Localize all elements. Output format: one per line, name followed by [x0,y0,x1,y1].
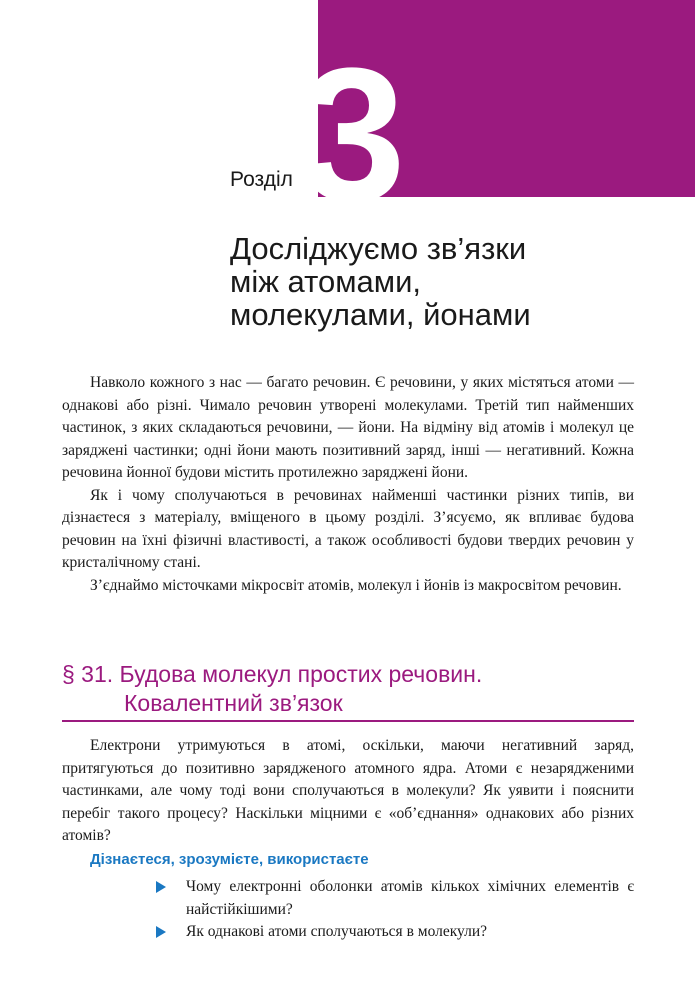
learn-item [156,876,634,921]
section-title [62,660,622,718]
triangle-bullet-icon [156,881,166,893]
section-title-line1: § 31. Будова молекул простих речовин. [62,661,483,687]
section-divider [62,720,634,722]
chapter-title-line: Досліджуємо зв’язки [230,231,527,266]
section-title-line2: Ковалентний зв’язок [124,690,343,716]
chapter-label: Розділ [230,168,293,191]
chapter-title-line: між атомами, [230,264,421,299]
chapter-intro [62,372,634,597]
intro-paragraph: Як і чому сполучаються в речовинах найменші частинки різних типів, ви дізнаєтеся з матеріалу, вміщеного в цьому розділі. З’ясуємо, як впливає будова речовин на їхні фізичні властивості, а також особливості будови твердих речовин у кристалічному стані. [62,486,634,571]
learn-heading: Дізнаєтеся, зрозумієте, використаєте [90,851,369,868]
section-text [62,735,634,848]
learn-item-text: Як однакові атоми сполучаються в молекули? [186,923,488,940]
intro-paragraph: Навколо кожного з нас — багато речовин. Є речовини, у яких містяться атоми — однакові або різні. Чимало речовин утворені молекулами. Третій тип найменших частинок, з яких складаються речовини, — йони. На відміну від атомів і молекул це заряджені частинки; одні йони мають позитивний заряд, інші — негативний. Кожна речовина йонної будови містить протилежно заряджені йони. [62,374,634,481]
triangle-bullet-icon [156,926,166,938]
intro-paragraph: З’єднаймо місточками мікросвіт атомів, молекул і йонів із макросвітом речовин. [90,576,622,594]
section-paragraph: Електрони утримуються в атомі, оскільки, маючи негативний заряд, притягуються до позитивно зарядженого атомного ядра. Атоми є незарядженими частинками, але чому тоді вони сполучаються в молекули? Як уявити і пояснити перебіг такого процесу? Наскільки міцними є «об’єднання» однакових або різних атомів? [62,737,634,844]
chapter-title-line: молекулами, йонами [230,297,531,332]
learn-item-text: Чому електронні оболонки атомів кількох хімічних елементів є найстійкішими? [186,878,634,918]
chapter-title [230,232,660,331]
learn-list [156,876,634,944]
chapter-number: 3 [300,29,406,241]
learn-item [156,921,634,944]
